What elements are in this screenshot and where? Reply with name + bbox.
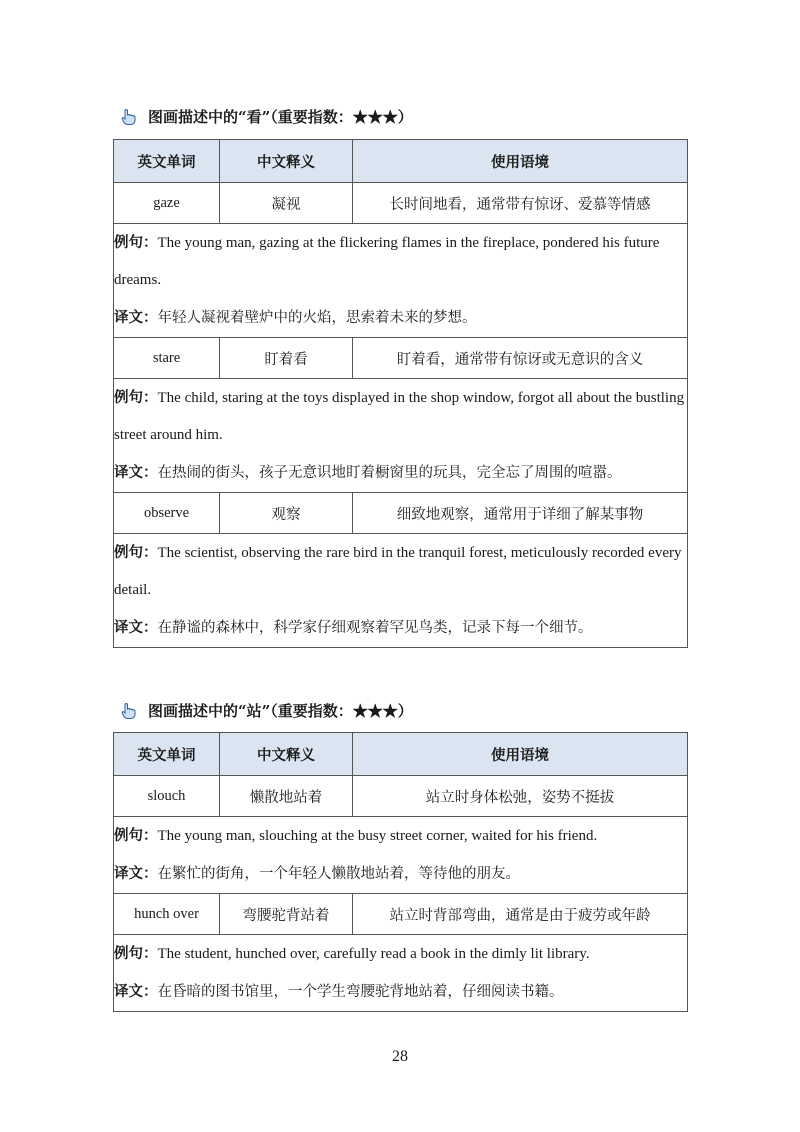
page-number: 28 bbox=[392, 1048, 408, 1065]
example-text: The young man, gazing at the flickering flames in the fireplace, pondered his future dreams. bbox=[114, 235, 660, 288]
header-usage-context: 使用语境 bbox=[353, 733, 688, 776]
translation-text: 在昏暗的图书馆里，一个学生弯腰驼背地站着，仔细阅读书籍。 bbox=[157, 984, 564, 1000]
table-row bbox=[114, 338, 688, 379]
example-cell bbox=[114, 817, 688, 894]
table-row bbox=[114, 493, 688, 534]
pointing-hand-icon bbox=[120, 702, 138, 720]
context-cell: 站立时身体松弛，姿势不挺拔 bbox=[353, 776, 688, 817]
vocab-table-look bbox=[113, 139, 688, 648]
word-cell: stare bbox=[114, 338, 220, 379]
example-sentence bbox=[114, 534, 687, 609]
word-cell: gaze bbox=[114, 183, 220, 224]
context-cell: 细致地观察，通常用于详细了解某事物 bbox=[353, 493, 688, 534]
example-sentence bbox=[114, 817, 687, 855]
example-sentence bbox=[114, 224, 687, 299]
context-cell: 盯着看，通常带有惊讶或无意识的含义 bbox=[353, 338, 688, 379]
header-english-word: 英文单词 bbox=[114, 733, 220, 776]
example-cell bbox=[114, 935, 688, 1012]
translation-label: 译文： bbox=[114, 309, 158, 326]
example-text: The scientist, observing the rare bird in the tranquil forest, meticulously recorded every detail. bbox=[114, 545, 682, 598]
context-cell: 站立时背部弯曲，通常是由于疲劳或年龄 bbox=[353, 894, 688, 935]
section-title: 图画描述中的“站”（重要指数：★★★） bbox=[148, 702, 413, 720]
translation-sentence bbox=[114, 855, 687, 893]
word-cell: observe bbox=[114, 493, 220, 534]
example-cell bbox=[114, 224, 688, 338]
meaning-cell: 懒散地站着 bbox=[220, 776, 353, 817]
header-chinese-meaning: 中文释义 bbox=[220, 733, 353, 776]
example-text: The young man, slouching at the busy street corner, waited for his friend. bbox=[157, 828, 598, 844]
word-cell: slouch bbox=[114, 776, 220, 817]
table-header-row bbox=[114, 140, 688, 183]
translation-label: 译文： bbox=[114, 464, 158, 481]
word-cell: hunch over bbox=[114, 894, 220, 935]
table-row bbox=[114, 894, 688, 935]
section-heading-look bbox=[120, 106, 413, 127]
translation-sentence bbox=[114, 299, 687, 337]
example-label: 例句： bbox=[114, 827, 158, 844]
section-title: 图画描述中的“看”（重要指数：★★★） bbox=[148, 108, 413, 126]
meaning-cell: 盯着看 bbox=[220, 338, 353, 379]
translation-text: 在繁忙的街角，一个年轻人懒散地站着，等待他的朋友。 bbox=[157, 866, 520, 882]
example-label: 例句： bbox=[114, 544, 158, 561]
meaning-cell: 弯腰驼背站着 bbox=[220, 894, 353, 935]
example-row bbox=[114, 379, 688, 493]
example-cell bbox=[114, 534, 688, 648]
pointing-hand-icon bbox=[120, 108, 138, 126]
meaning-cell: 观察 bbox=[220, 493, 353, 534]
example-row bbox=[114, 224, 688, 338]
example-row bbox=[114, 534, 688, 648]
example-sentence bbox=[114, 379, 687, 454]
translation-sentence bbox=[114, 454, 687, 492]
table-header-row bbox=[114, 733, 688, 776]
translation-sentence bbox=[114, 609, 687, 647]
header-usage-context: 使用语境 bbox=[353, 140, 688, 183]
vocab-table-stand bbox=[113, 732, 688, 1012]
example-text: The child, staring at the toys displayed in the shop window, forgot all about the bustling street around him. bbox=[114, 390, 685, 443]
translation-sentence bbox=[114, 973, 687, 1011]
example-text: The student, hunched over, carefully read a book in the dimly lit library. bbox=[157, 946, 590, 962]
translation-text: 年轻人凝视着壁炉中的火焰，思索着未来的梦想。 bbox=[157, 310, 477, 326]
example-label: 例句： bbox=[114, 945, 158, 962]
translation-text: 在热闹的街头，孩子无意识地盯着橱窗里的玩具，完全忘了周围的喧嚣。 bbox=[157, 465, 622, 481]
table-row bbox=[114, 183, 688, 224]
example-label: 例句： bbox=[114, 389, 158, 406]
translation-label: 译文： bbox=[114, 865, 158, 882]
header-chinese-meaning: 中文释义 bbox=[220, 140, 353, 183]
example-sentence bbox=[114, 935, 687, 973]
table-row bbox=[114, 776, 688, 817]
example-cell bbox=[114, 379, 688, 493]
translation-label: 译文： bbox=[114, 983, 158, 1000]
translation-label: 译文： bbox=[114, 619, 158, 636]
translation-text: 在静谧的森林中，科学家仔细观察着罕见鸟类，记录下每一个细节。 bbox=[157, 620, 593, 636]
meaning-cell: 凝视 bbox=[220, 183, 353, 224]
context-cell: 长时间地看，通常带有惊讶、爱慕等情感 bbox=[353, 183, 688, 224]
header-english-word: 英文单词 bbox=[114, 140, 220, 183]
section-heading-stand bbox=[120, 700, 413, 721]
example-row bbox=[114, 817, 688, 894]
example-row bbox=[114, 935, 688, 1012]
example-label: 例句： bbox=[114, 234, 158, 251]
